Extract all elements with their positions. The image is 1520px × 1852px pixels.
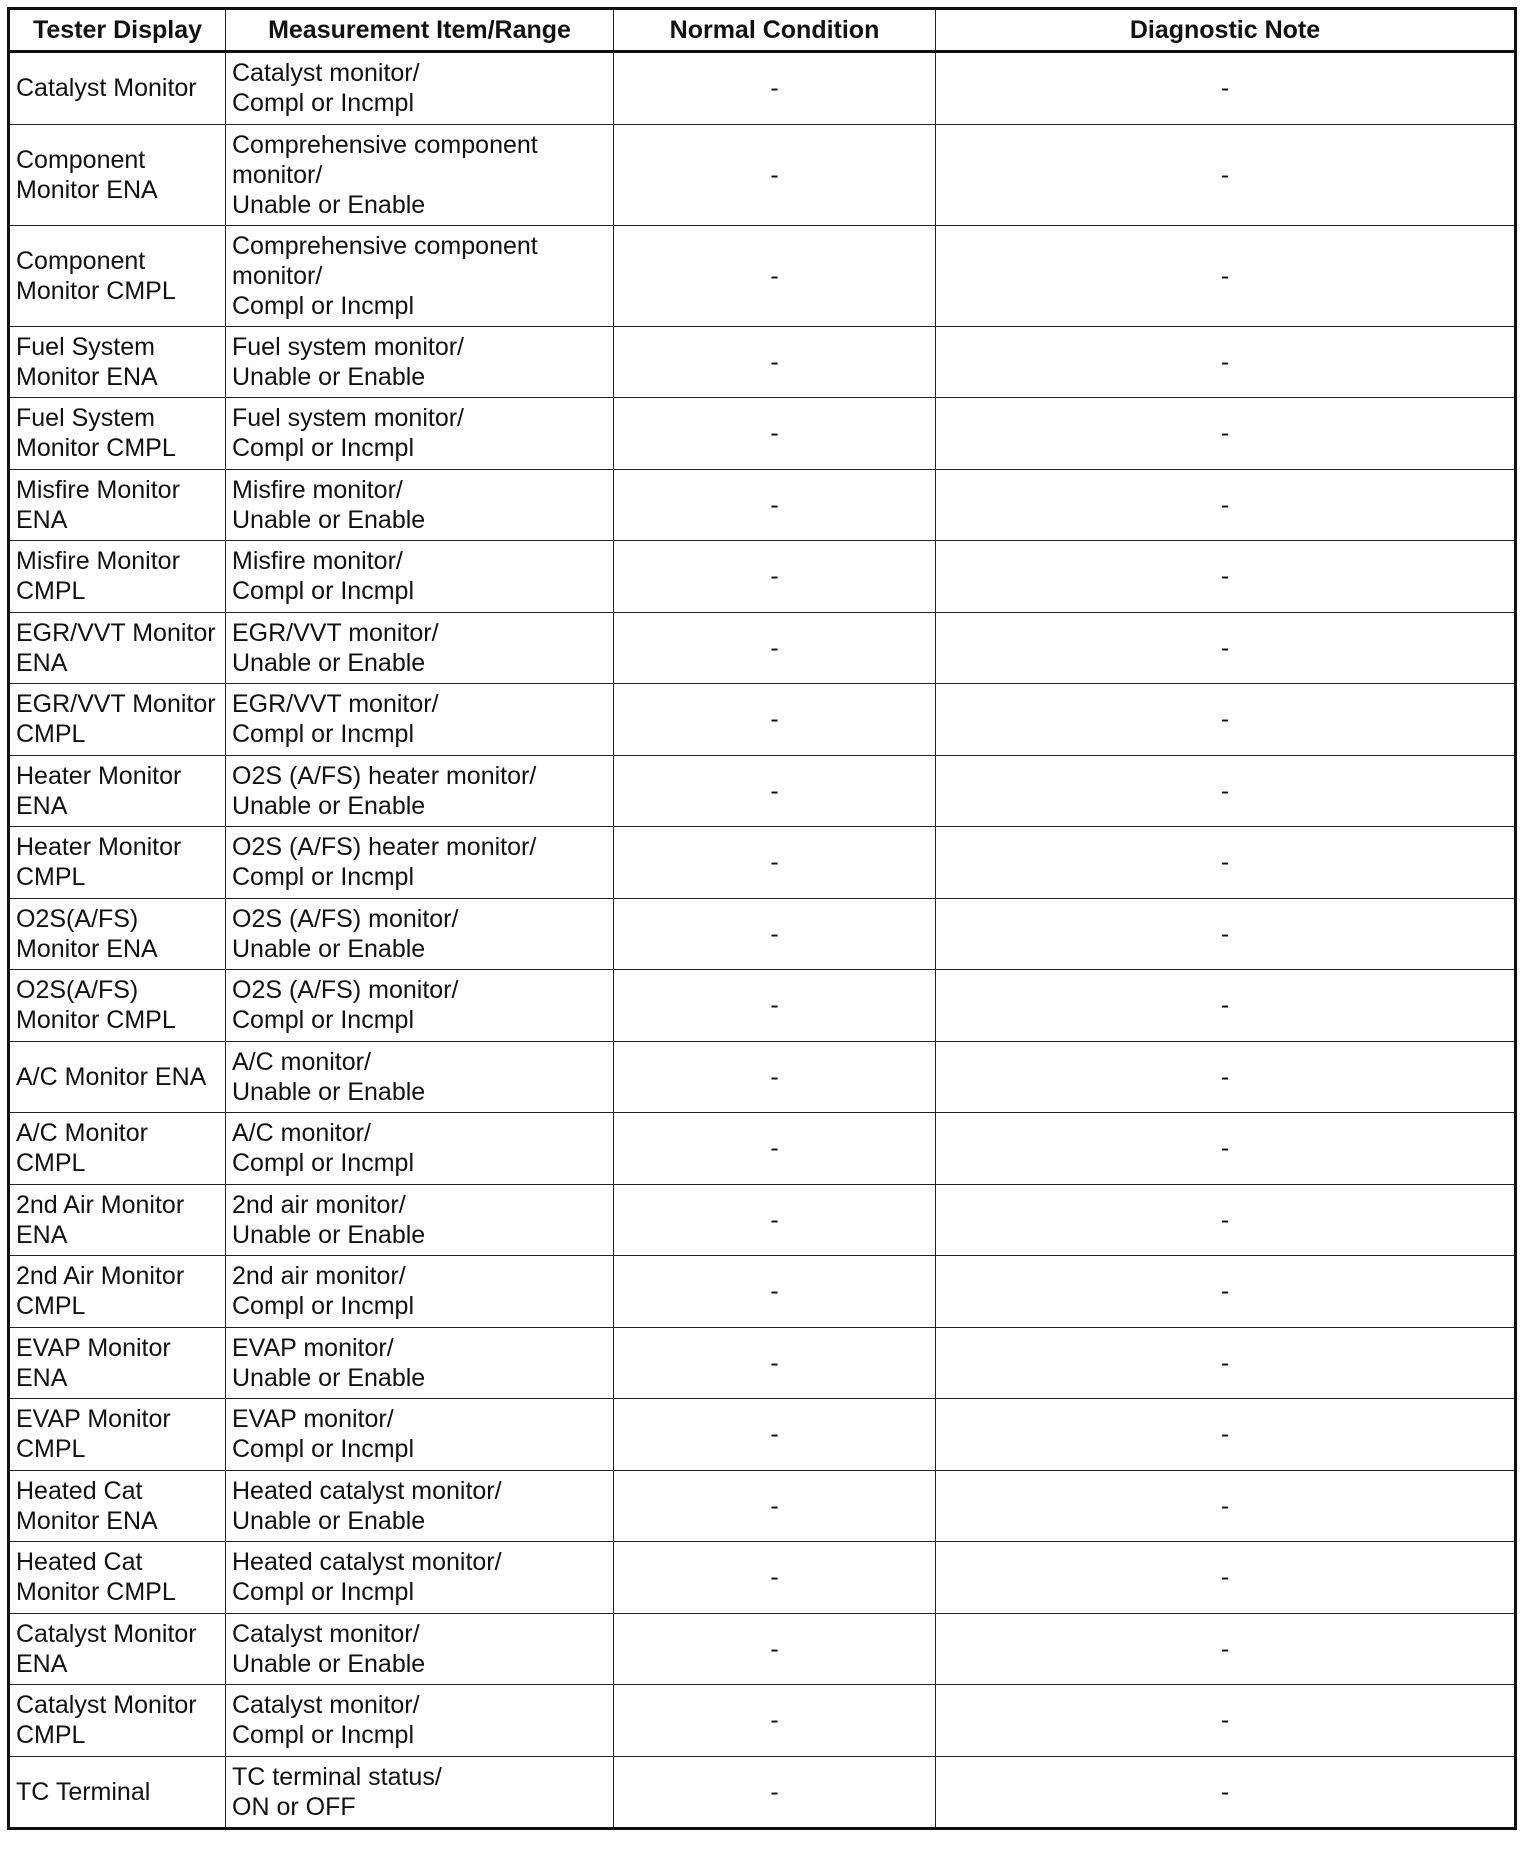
normal-condition-cell (614, 1613, 936, 1685)
header-normal-condition: Normal Condition (614, 9, 936, 52)
table-row (9, 1470, 1516, 1542)
normal-condition-cell-text: - (770, 1563, 779, 1592)
normal-condition-cell-text: - (770, 1205, 779, 1234)
measurement-item-cell-text: O2S (A/FS) monitor/ Unable or Enable (232, 904, 459, 963)
diagnostic-note-cell-text: - (1220, 1134, 1230, 1163)
tester-display-cell (9, 1756, 226, 1829)
normal-condition-cell (614, 52, 936, 125)
normal-condition-cell (614, 1399, 936, 1471)
table-row (9, 970, 1516, 1042)
normal-condition-cell (614, 225, 936, 326)
diagnostic-note-cell-text: - (1220, 1205, 1230, 1234)
diagnostic-note-cell-text: - (1220, 1277, 1230, 1306)
table-row (9, 1685, 1516, 1757)
measurement-item-cell-text: 2nd air monitor/ Compl or Incmpl (232, 1262, 414, 1321)
diagnostic-note-cell (936, 1041, 1516, 1113)
normal-condition-cell-text: - (770, 347, 779, 376)
tester-display-cell-text: Catalyst Monitor ENA (16, 1619, 197, 1678)
tester-display-cell (9, 469, 226, 541)
tester-display-cell (9, 1327, 226, 1399)
table-row (9, 827, 1516, 899)
diagnostic-note-cell (936, 225, 1516, 326)
table-row (9, 1613, 1516, 1685)
normal-condition-cell-text: - (770, 633, 779, 662)
tester-display-cell-text: Component Monitor ENA (16, 145, 158, 204)
tester-display-cell (9, 1113, 226, 1185)
measurement-item-cell-text: Comprehensive component monitor/ Unable or Enable (232, 130, 538, 219)
normal-condition-cell (614, 827, 936, 899)
measurement-item-cell-text: O2S (A/FS) heater monitor/ Unable or Enable (232, 761, 537, 820)
table-row (9, 612, 1516, 684)
header-measurement-item: Measurement Item/Range (226, 9, 614, 52)
diagnostic-note-cell-text: - (1220, 74, 1230, 103)
tester-display-cell-text: Catalyst Monitor CMPL (16, 1691, 197, 1750)
diagnostic-note-cell (936, 1399, 1516, 1471)
table-row (9, 469, 1516, 541)
tester-display-cell (9, 612, 226, 684)
normal-condition-cell (614, 1542, 936, 1614)
table-row (9, 541, 1516, 613)
normal-condition-cell-text: - (770, 419, 779, 448)
data-list-table (7, 7, 1517, 1830)
measurement-item-cell-text: A/C monitor/ Unable or Enable (232, 1047, 426, 1106)
diagnostic-note-cell (936, 1184, 1516, 1256)
measurement-item-cell (226, 541, 614, 613)
tester-display-cell-text: Catalyst Monitor (16, 74, 197, 103)
normal-condition-cell (614, 1256, 936, 1328)
diagnostic-note-cell (936, 469, 1516, 541)
normal-condition-cell-text: - (770, 1134, 779, 1163)
tester-display-cell (9, 541, 226, 613)
diagnostic-note-cell (936, 326, 1516, 398)
measurement-item-cell (226, 124, 614, 225)
measurement-item-cell (226, 398, 614, 470)
diagnostic-note-cell-text: - (1220, 1348, 1230, 1377)
normal-condition-cell (614, 541, 936, 613)
diagnostic-note-cell (936, 541, 1516, 613)
tester-display-cell-text: Heater Monitor ENA (16, 761, 182, 820)
tester-display-cell (9, 970, 226, 1042)
measurement-item-cell-text: 2nd air monitor/ Unable or Enable (232, 1190, 426, 1249)
normal-condition-cell-text: - (770, 1634, 779, 1663)
measurement-item-cell-text: TC terminal status/ ON or OFF (232, 1762, 442, 1821)
measurement-item-cell-text: EVAP monitor/ Unable or Enable (232, 1333, 426, 1392)
tester-display-cell-text: 2nd Air Monitor ENA (16, 1190, 185, 1249)
normal-condition-cell (614, 1470, 936, 1542)
measurement-item-cell-text: EGR/VVT monitor/ Compl or Incmpl (232, 690, 439, 749)
normal-condition-cell-text: - (770, 74, 779, 103)
table-row (9, 398, 1516, 470)
normal-condition-cell (614, 898, 936, 970)
tester-display-cell-text: O2S(A/FS) Monitor CMPL (16, 976, 176, 1035)
normal-condition-cell-text: - (770, 1348, 779, 1377)
diagnostic-note-cell (936, 970, 1516, 1042)
measurement-item-cell (226, 1256, 614, 1328)
diagnostic-note-cell-text: - (1220, 705, 1230, 734)
measurement-item-cell (226, 1685, 614, 1757)
normal-condition-cell (614, 398, 936, 470)
normal-condition-cell (614, 1113, 936, 1185)
normal-condition-cell-text: - (770, 991, 779, 1020)
normal-condition-cell-text: - (770, 160, 779, 189)
measurement-item-cell (226, 970, 614, 1042)
tester-display-cell (9, 124, 226, 225)
measurement-item-cell-text: Fuel system monitor/ Unable or Enable (232, 332, 465, 391)
measurement-item-cell (226, 1041, 614, 1113)
tester-display-cell-text: EGR/VVT Monitor ENA (16, 618, 216, 677)
tester-display-cell (9, 1470, 226, 1542)
normal-condition-cell-text: - (770, 1062, 779, 1091)
diagnostic-note-cell-text: - (1220, 1777, 1230, 1806)
tester-display-cell-text: A/C Monitor CMPL (16, 1119, 148, 1178)
diagnostic-note-cell (936, 827, 1516, 899)
diagnostic-note-cell (936, 52, 1516, 125)
tester-display-cell (9, 326, 226, 398)
measurement-item-cell (226, 326, 614, 398)
diagnostic-note-cell (936, 1113, 1516, 1185)
measurement-item-cell (226, 1327, 614, 1399)
normal-condition-cell (614, 970, 936, 1042)
measurement-item-cell (226, 1113, 614, 1185)
diagnostic-note-cell-text: - (1220, 1420, 1230, 1449)
tester-display-cell (9, 1184, 226, 1256)
normal-condition-cell (614, 612, 936, 684)
measurement-item-cell-text: Heated catalyst monitor/ Unable or Enable (232, 1476, 502, 1535)
diagnostic-note-cell-text: - (1220, 1062, 1230, 1091)
normal-condition-cell-text: - (770, 919, 779, 948)
normal-condition-cell-text: - (770, 261, 779, 290)
tester-display-cell-text: Component Monitor CMPL (16, 246, 176, 305)
measurement-item-cell (226, 469, 614, 541)
normal-condition-cell (614, 1685, 936, 1757)
table-row (9, 124, 1516, 225)
measurement-item-cell (226, 1756, 614, 1829)
measurement-item-cell-text: EVAP monitor/ Compl or Incmpl (232, 1405, 414, 1464)
tester-display-cell (9, 684, 226, 756)
diagnostic-note-cell (936, 1256, 1516, 1328)
table-row (9, 52, 1516, 125)
diagnostic-note-cell (936, 755, 1516, 827)
normal-condition-cell-text: - (770, 1706, 779, 1735)
tester-display-cell-text: 2nd Air Monitor CMPL (16, 1262, 185, 1321)
diagnostic-note-cell (936, 1327, 1516, 1399)
table-row (9, 684, 1516, 756)
diagnostic-note-cell (936, 124, 1516, 225)
tester-display-cell (9, 1685, 226, 1757)
table-row (9, 1542, 1516, 1614)
diagnostic-note-cell (936, 1542, 1516, 1614)
tester-display-cell-text: Misfire Monitor CMPL (16, 547, 180, 606)
table-row (9, 1399, 1516, 1471)
tester-display-cell-text: Heated Cat Monitor ENA (16, 1476, 158, 1535)
diagnostic-note-cell-text: - (1220, 848, 1230, 877)
measurement-item-cell-text: Heated catalyst monitor/ Compl or Incmpl (232, 1548, 502, 1607)
measurement-item-cell-text: O2S (A/FS) monitor/ Compl or Incmpl (232, 976, 459, 1035)
table-row (9, 898, 1516, 970)
normal-condition-cell (614, 684, 936, 756)
tester-display-cell (9, 1041, 226, 1113)
diagnostic-note-cell-text: - (1220, 1634, 1230, 1663)
measurement-item-cell (226, 225, 614, 326)
diagnostic-note-cell-text: - (1220, 991, 1230, 1020)
normal-condition-cell-text: - (770, 776, 779, 805)
tester-display-cell (9, 398, 226, 470)
table-row (9, 1041, 1516, 1113)
measurement-item-cell (226, 684, 614, 756)
table-row (9, 326, 1516, 398)
measurement-item-cell-text: O2S (A/FS) heater monitor/ Compl or Incmpl (232, 833, 537, 892)
tester-display-cell (9, 1542, 226, 1614)
tester-display-cell (9, 52, 226, 125)
tester-display-cell-text: O2S(A/FS) Monitor ENA (16, 904, 158, 963)
measurement-item-cell (226, 755, 614, 827)
diagnostic-note-cell-text: - (1220, 776, 1230, 805)
measurement-item-cell-text: Fuel system monitor/ Compl or Incmpl (232, 404, 465, 463)
diagnostic-note-cell-text: - (1220, 490, 1230, 519)
normal-condition-cell (614, 1184, 936, 1256)
normal-condition-cell-text: - (770, 1420, 779, 1449)
measurement-item-cell (226, 898, 614, 970)
measurement-item-cell (226, 612, 614, 684)
tester-display-cell (9, 225, 226, 326)
tester-display-cell-text: Heated Cat Monitor CMPL (16, 1548, 176, 1607)
diagnostic-note-cell (936, 612, 1516, 684)
normal-condition-cell-text: - (770, 1777, 779, 1806)
diagnostic-note-cell (936, 684, 1516, 756)
diagnostic-note-cell (936, 1756, 1516, 1829)
diagnostic-note-cell-text: - (1220, 160, 1230, 189)
tester-display-cell (9, 1399, 226, 1471)
table-row (9, 1327, 1516, 1399)
tester-display-cell (9, 755, 226, 827)
tester-display-cell-text: EVAP Monitor ENA (16, 1333, 171, 1392)
tester-display-cell (9, 827, 226, 899)
diagnostic-note-cell-text: - (1220, 562, 1230, 591)
tester-display-cell-text: TC Terminal (16, 1777, 151, 1806)
header-diagnostic-note: Diagnostic Note (936, 9, 1516, 52)
measurement-item-cell-text: A/C monitor/ Compl or Incmpl (232, 1119, 414, 1178)
tester-display-cell-text: EGR/VVT Monitor CMPL (16, 690, 216, 749)
normal-condition-cell-text: - (770, 1491, 779, 1520)
tester-display-cell-text: Misfire Monitor ENA (16, 475, 180, 534)
diagnostic-note-cell-text: - (1220, 919, 1230, 948)
table-row (9, 1256, 1516, 1328)
diagnostic-note-cell-text: - (1220, 633, 1230, 662)
measurement-item-cell-text: EGR/VVT monitor/ Unable or Enable (232, 618, 439, 677)
normal-condition-cell-text: - (770, 848, 779, 877)
measurement-item-cell (226, 827, 614, 899)
normal-condition-cell (614, 1327, 936, 1399)
tester-display-cell-text: Fuel System Monitor CMPL (16, 404, 176, 463)
measurement-item-cell (226, 1542, 614, 1614)
diagnostic-note-cell-text: - (1220, 419, 1230, 448)
diagnostic-note-cell (936, 398, 1516, 470)
measurement-item-cell (226, 1470, 614, 1542)
diagnostic-note-cell (936, 1613, 1516, 1685)
normal-condition-cell (614, 1041, 936, 1113)
measurement-item-cell-text: Catalyst monitor/ Compl or Incmpl (232, 59, 420, 118)
table-row (9, 755, 1516, 827)
table-body (9, 52, 1516, 1829)
tester-display-cell-text: Heater Monitor CMPL (16, 833, 182, 892)
measurement-item-cell (226, 1399, 614, 1471)
measurement-item-cell (226, 1613, 614, 1685)
measurement-item-cell-text: Catalyst monitor/ Compl or Incmpl (232, 1691, 420, 1750)
normal-condition-cell (614, 124, 936, 225)
table-row (9, 225, 1516, 326)
diagnostic-note-cell-text: - (1220, 1491, 1230, 1520)
normal-condition-cell-text: - (770, 705, 779, 734)
diagnostic-note-cell (936, 1470, 1516, 1542)
tester-display-cell-text: Fuel System Monitor ENA (16, 332, 158, 391)
normal-condition-cell (614, 469, 936, 541)
diagnostic-note-cell-text: - (1220, 1563, 1230, 1592)
header-tester-display: Tester Display (9, 9, 226, 52)
normal-condition-cell-text: - (770, 1277, 779, 1306)
diagnostic-note-cell (936, 898, 1516, 970)
tester-display-cell-text: A/C Monitor ENA (16, 1062, 207, 1091)
measurement-item-cell-text: Misfire monitor/ Compl or Incmpl (232, 547, 414, 606)
measurement-item-cell (226, 1184, 614, 1256)
measurement-item-cell-text: Catalyst monitor/ Unable or Enable (232, 1619, 426, 1678)
normal-condition-cell-text: - (770, 562, 779, 591)
tester-display-cell (9, 1256, 226, 1328)
table-row (9, 1184, 1516, 1256)
header-row (9, 9, 1516, 52)
normal-condition-cell-text: - (770, 490, 779, 519)
measurement-item-cell (226, 52, 614, 125)
diagnostic-note-cell-text: - (1220, 261, 1230, 290)
diagnostic-note-cell-text: - (1220, 347, 1230, 376)
diagnostic-note-cell (936, 1685, 1516, 1757)
normal-condition-cell (614, 326, 936, 398)
tester-display-cell (9, 1613, 226, 1685)
tester-display-cell-text: EVAP Monitor CMPL (16, 1405, 171, 1464)
tester-display-cell (9, 898, 226, 970)
normal-condition-cell (614, 755, 936, 827)
table-row (9, 1113, 1516, 1185)
measurement-item-cell-text: Comprehensive component monitor/ Compl or Incmpl (232, 231, 538, 320)
normal-condition-cell (614, 1756, 936, 1829)
table-row (9, 1756, 1516, 1829)
diagnostic-note-cell-text: - (1220, 1706, 1230, 1735)
measurement-item-cell-text: Misfire monitor/ Unable or Enable (232, 475, 426, 534)
